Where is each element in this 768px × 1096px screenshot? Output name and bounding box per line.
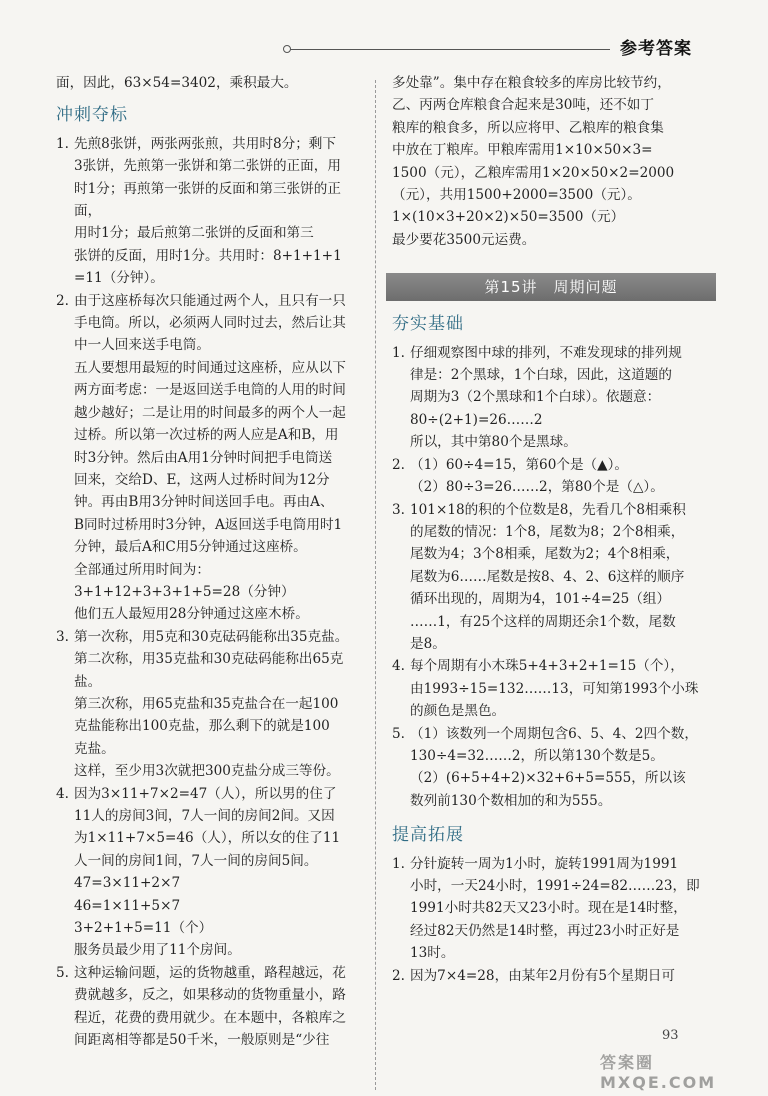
site-watermark: 答案圈 MXQE.COM: [600, 1053, 717, 1092]
text-line: 由1993÷15=132……13，可知第1993个小珠: [410, 680, 699, 697]
text-line: （元），共用1500+2000=3500（元）。: [392, 187, 641, 204]
text-line: 数列前130个数相加的和为555。: [410, 792, 612, 809]
text-line: 经过82天仍然是14时整，再过23小时正好是: [410, 922, 680, 939]
text-line: 人一间的房间1间，7人一间的房间5间。: [74, 852, 318, 869]
text-line: 周期为3（2个黑球和1个白球）。依题意：: [410, 389, 661, 406]
text-line: 46=1×11+5×7: [74, 897, 181, 914]
text-line: （1）该数列一个周期包含6、5、4、2四个数，: [410, 725, 698, 742]
section-title-chongci: 冲刺夺标: [56, 105, 128, 126]
item-number: 5.: [56, 964, 69, 981]
text-line: 80÷(2+1)=26……2: [410, 411, 543, 428]
text-line: 13时。: [410, 945, 455, 962]
right-column: [392, 72, 710, 987]
column-divider: [375, 80, 376, 1090]
text-line: 由于这座桥每次只能通过两个人，且只有一只: [74, 292, 346, 309]
answer-item-1: [392, 342, 710, 454]
text-line: 分针旋转一周为1小时，旋转1991周为1991: [410, 855, 679, 872]
item-number: 1.: [56, 135, 69, 152]
text-line: 多处靠”。集中存在粮食较多的库房比较节约，: [392, 75, 671, 91]
text-line: 的颜色是黑色。: [410, 703, 506, 720]
text-line: 间距离相等都是50千米，一般原则是“少往: [74, 1032, 330, 1049]
text-line: 第一次称，用5克和30克砝码能称出35克盐。: [74, 628, 349, 645]
text-line: 因为3×11+7×2=47（人），所以男的住了: [74, 785, 337, 802]
text-line: 130÷4=32……2，所以第130个数是5。: [410, 747, 664, 764]
text-line: （1）60÷4=15，第60个是（▲）。: [410, 456, 628, 473]
text-line: 3张饼，先煎第一张饼和第二张饼的正面，用: [74, 158, 341, 175]
lesson-title: 第15讲 周期问题: [484, 278, 618, 297]
answer-item-4: [56, 783, 362, 962]
answer-item-4: [392, 655, 710, 722]
text-line: 用时1分；最后煎第二张饼的反面和第三: [74, 225, 314, 242]
text-line: 服务员最少用了11个房间。: [74, 942, 241, 959]
text-line: 分钟，最后A和C用5分钟通过这座桥。: [74, 539, 307, 556]
text-line: 越少越好；二是让用的时间最多的两个人一起: [74, 404, 346, 421]
item-number: 3.: [392, 501, 405, 518]
item-number: 1.: [392, 344, 405, 361]
answer-item-1: [56, 133, 362, 290]
section-title-hangshi: 夯实基础: [392, 314, 464, 335]
text-line: 3+2+1+5=11（个）: [74, 920, 213, 937]
text-line: 最少要花3500元运费。: [392, 231, 536, 248]
text-line: 时3分钟。然后由A用1分钟时间把手电筒送: [74, 449, 333, 466]
text-line: 粮库的粮食多，所以应将甲、乙粮库的粮食集: [392, 119, 664, 136]
answer-item-2: [392, 965, 710, 987]
text-line: 11人的房间3间，7人一间的房间2间。又因: [74, 808, 335, 824]
text-line: 第二次称，用35克盐和30克砝码能称出65克: [74, 651, 344, 668]
text-line: 中放在丁粮库。甲粮库需用1×10×50×3=: [392, 142, 653, 159]
text-line: 两方面考虑：一是返回送手电筒的人用的时间: [74, 382, 346, 399]
text-line: 仔细观察图中球的排列，不难发现球的排列规: [410, 344, 682, 361]
text-line: 这种运输问题，运的货物越重，路程越远，花: [74, 964, 346, 981]
header-title: 参考答案: [620, 39, 692, 59]
item-number: 5.: [392, 725, 405, 742]
text-line: 克盐能称出100克盐，那么剩下的就是100: [74, 718, 330, 735]
text-line: 每个周期有小木珠5+4+3+2+1=15（个），: [410, 658, 684, 675]
text-line: 第三次称，用65克盐和35克盐合在一起100: [74, 695, 339, 712]
text-line: 是8。: [410, 635, 446, 652]
text-line: （2）(6+5+4+2)×32+6+5=555，所以该: [410, 770, 686, 787]
item-number: 2.: [56, 292, 69, 309]
text-line: 先煎8张饼，两张两张煎，共用时8分；剩下: [74, 135, 336, 152]
text-line: （2）80÷3=26……2，第80个是（△）。: [410, 479, 664, 496]
section-title-tigao: 提高拓展: [392, 825, 464, 846]
answer-item-5: [392, 723, 710, 813]
text-line: 克盐。: [74, 740, 115, 757]
text-line: 全部通过所用时间为：: [74, 561, 210, 578]
item-number: 4.: [392, 658, 405, 675]
item-number: 4.: [56, 785, 69, 802]
text-line: 中一人回来送手电筒。: [74, 337, 210, 354]
answer-item-3: [56, 626, 362, 783]
page-header: [0, 0, 768, 68]
answer-item-3: [392, 499, 710, 656]
text-line: 手电筒。所以，必须两人同时过去，然后让其: [74, 315, 346, 332]
text-line: 这样，至少用3次就把300克盐分成三等份。: [74, 763, 340, 780]
text-line: 程近，花费的费用就少。在本题中，各粮库之: [74, 1009, 346, 1026]
text-line: 五人要想用最短的时间通过这座桥，应从以下: [74, 359, 346, 376]
text-line: 张饼的反面，用时1分。共用时：8+1+1+1: [74, 247, 342, 264]
answer-item-1: [392, 853, 710, 965]
lesson-banner: [386, 273, 716, 301]
text-line: 3+1+12+3+3+1+5=28（分钟）: [74, 583, 295, 600]
text-line: 1×(10×3+20×2)×50=3500（元）: [392, 209, 625, 226]
header-rule: [290, 49, 610, 50]
text-line: 循环出现的，周期为4，101÷4=25（组）: [410, 591, 671, 608]
text-line: 过桥。所以第一次过桥的两人应是A和B，用: [74, 427, 339, 444]
item-number: 1.: [392, 855, 405, 872]
answer-item-2: [56, 290, 362, 626]
text-line: 1500（元），乙粮库需用1×20×50×2=2000: [392, 164, 675, 181]
text-line: 盐。: [74, 673, 102, 690]
item-number: 2.: [392, 456, 405, 473]
left-top-line: 面，因此，63×54=3402，乘积最大。: [56, 75, 298, 91]
text-line: 费就越多，反之，如果移动的货物重量小，路: [74, 987, 346, 1004]
text-line: 他们五人最短用28分钟通过这座木桥。: [74, 606, 309, 623]
text-line: 为1×11+7×5=46（人），所以女的住了11: [74, 830, 341, 847]
answer-item-2: [392, 454, 710, 499]
text-line: 回来，交给D、E，这两人过桥时间为12分: [74, 471, 330, 488]
left-column: [56, 72, 362, 1051]
text-line: 时1分；再煎第一张饼的反面和第三张饼的正面，: [74, 180, 341, 220]
item-number: 2.: [392, 967, 405, 984]
text-line: 小时，一天24小时，1991÷24=82……23，即: [410, 878, 700, 894]
text-line: 47=3×11+2×7: [74, 875, 181, 892]
text-line: 所以，其中第80个是黑球。: [410, 434, 577, 451]
answer-item-5: [56, 962, 362, 1052]
text-line: 1991小时共82天又23小时。现在是14时整，: [410, 900, 687, 917]
text-line: 乙、丙两仓库粮食合起来是30吨，还不如丁: [392, 97, 654, 114]
item-number: 3.: [56, 628, 69, 645]
text-line: =11（分钟）。: [74, 270, 164, 287]
text-line: B同时过桥用时3分钟，A返回送手电筒用时1: [74, 516, 343, 533]
text-line: 的尾数的情况：1个8，尾数为8；2个8相乘，: [410, 523, 685, 540]
page-number: 93: [662, 1028, 679, 1043]
text-line: 钟。再由B用3分钟时间送回手电。再由A、: [74, 494, 334, 511]
text-line: 尾数为4；3个8相乘，尾数为2；4个8相乘，: [410, 546, 680, 563]
text-line: 101×18的积的个位数是8，先看几个8相乘积: [410, 501, 686, 518]
text-line: 律是：2个黑球，1个白球，因此，这道题的: [410, 367, 672, 384]
text-line: 尾数为6……尾数是按8、4、2、6这样的顺序: [410, 568, 685, 585]
text-line: 因为7×4=28，由某年2月份有5个星期日可: [410, 967, 675, 984]
text-line: ……1，有25个这样的周期还余1个数，尾数: [410, 613, 676, 630]
